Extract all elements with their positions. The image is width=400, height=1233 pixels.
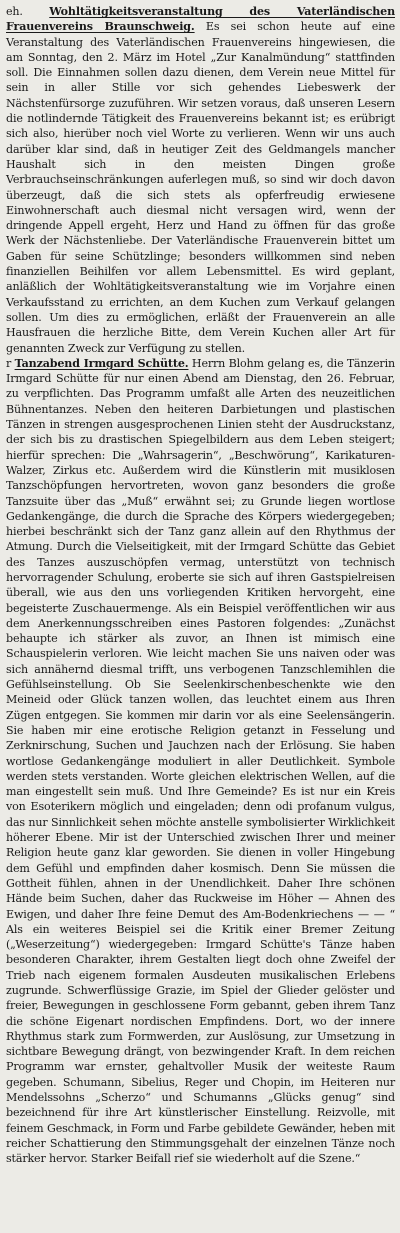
- article-dance-evening: [6, 356, 395, 1167]
- author-marker: eh.: [6, 5, 23, 18]
- article-paragraph: [6, 356, 395, 1167]
- author-marker: r: [6, 356, 12, 370]
- article-headline: Tanzabend Irmgard Schütte.: [14, 356, 189, 370]
- article-headline: Wohltätigkeitsveranstaltung des Vaterländischen Frauenvereins Braunschweig.: [6, 5, 395, 34]
- article-body: Herrn Blohm gelang es, die Tänzerin Irmgard Schütte für nur einen Abend am Dienstag, den 26. Februar, zu verpflichten. Das Programm umfaßt alle Arten des neuzeitlichen Bühnentanzes. Neben den heiteren Darbietungen und plastischen Tänzen in strengen ausgesprochenen Linien steht der Ausdruckstanz, der sich bis zu drastischen Spiegelbildern aus dem Leben steigert; hierfür sprechen: Die „Wahrsagerin“, „Beschwörung“, Karikaturen-Walzer, Zirkus etc. Außerdem wird die Künstlerin mit musiklosen Tanzschöpfungen hervortreten, wovon ganz besonders die große Tanzsuite über das „Muß“ erwähnt sei; zu Grunde liegen wortlose Gedankengänge, die durch die Sprache des Körpers wiedergegeben; hierbei beschränkt sich der Tanz ganz allein auf den Rhythmus der Atmung. Durch die Vielseitigkeit, mit der Irmgard Schütte das Gebiet des Tanzes auszuschöpfen vermag, unterstützt von technisch hervorragender Schulung, eroberte sie sich auf ihren Gastspielreisen überall, wie aus den uns vorliegenden Kritiken hervorgeht, eine begeisterte Zuschauermenge. Als ein Beispiel veröffentlichen wir aus dem Anerkennungsschreiben eines Pastoren folgendes: „Zunächst behaupte ich stärker als zuvor, an Ihnen ist mimisch eine Schauspielerin verloren. Wie leicht machen Sie uns naiven oder was sich annähernd diesmal trifft, uns verbogenen Tanzschlemihlen die Gefühlseinstellung. Ob Sie Seelenkirschenbeschenkte wie den Meineid oder Glück tanzen wollen, das leuchtet einem aus Ihren Zügen entgegen. Sie kommen mir darin vor als eine Seelensängerin. Sie haben mir eine erotische Religion getanzt in Fesselung und Zerknirschung, Suchen und Jauchzen nach der Erlösung. Sie haben wortlose Gedankengänge moduliert in aller Deutlichkeit. Symbole werden stets verstanden. Worte gleichen elektrischen Wellen, auf die man eingestellt sein muß. Und Ihre Gemeinde? Es ist nur ein Kreis von Esoterikern möglich und eingeladen; denn odi profanum vulgus, das nur Sinnlichkeit sehen möchte anstelle symbolisierter Wirklichkeit höherer Ebene. Mir ist der Unterschied zwischen Ihrer und meiner Religion heute ganz klar geworden. Sie dienen in voller Hingebung dem Gefühl und empfinden daher kosmisch. Denn Sie müssen die Gottheit fühlen, ahnen in der Unendlichkeit. Daher Ihre schönen Hände beim Suchen, daher das Ruckweise im Höher — Ahnen des Ewigen, und daher Ihre feine Demut des Am-Bodenkriechens — — “ Als ein weiteres Beispiel sei die Kritik einer Bremer Zeitung („Weserzeitung“) wiedergegeben: Irmgard Schütte's Tänze haben besonderen Charakter, ihrem Gestalten liegt doch ohne Zweifel der Trieb nach eigenem formalen Ausdeuten musikalischen Erlebens zugrunde. Schwerflüssige Grazie, im Spiel der Glieder gelöster und freier, Bewegungen in geschlossene Form gebannt, geben ihrem Tanz die schöne Eigenart nordischen Empfindens. Dort, wo der innere Rhythmus stark zum Formwerden, zur Auslösung, zur Umsetzung in sichtbare Bewegung drängt, von bezwingender Kraft. In dem reichen Programm war ernster, gehaltvoller Musik der weiteste Raum gegeben. Schumann, Sibelius, Reger und Chopin, im Heiteren nur Mendelssohns „Scherzo“ und Schumanns „Glücks genug“ sind bezeichnend für ihre Art künstlerischer Einstellung. Reizvolle, mit feinem Geschmack, in Form und Farbe gebildete Gewänder, heben mit reicher Schattierung den Stimmungsgehalt der einzelnen Tänze noch stärker hervor. Starker Beifall rief sie wiederholt auf die Szene.“: [6, 356, 395, 1166]
- article-body: Es sei schon heute auf eine Veranstaltung des Vaterländischen Frauenvereins hingewiesen, die am Sonntag, den 2. März im Hotel „Zur Kanalmündung“ stattfinden soll. Die Einnahmen sollen dazu dienen, dem Verein neue Mittel für sein in aller Stille vor sich gehendes Liebeswerk der Nächstenfürsorge zuzuführen. Wir setzen voraus, daß unseren Lesern die notlindernde Tätigkeit des Frauenvereins bekannt ist; es erübrigt sich also, hierüber noch viel Worte zu verlieren. Wenn wir uns auch darüber klar sind, daß in heutiger Zeit des Geldmangels mancher Haushalt sich in den meisten Dingen große Verbrauchseinschränkungen auferlegen muß, so sind wir doch davon überzeugt, daß die sich stets als opferfreudig erwiesene Einwohnerschaft auch diesmal nicht versagen wird, wenn der dringende Appell ergeht, Herz und Hand zu öffnen für das große Werk der Nächstenliebe. Der Vaterländische Frauenverein bittet um Gaben für seine Schützlinge; besonders willkommen sind neben finanziellen Beihilfen vor allem Lebensmittel. Es wird geplant, anläßlich der Wohltätigkeitsveranstaltung wie im Vorjahre einen Verkaufsstand zu errichten, an dem Kuchen zum Verkauf gelangen sollen. Um dies zu ermöglichen, erläßt der Frauenverein an alle Hausfrauen die herzliche Bitte, dem Verein Kuchen aller Art für genannten Zweck zur Verfügung zu stellen.: [6, 20, 396, 355]
- article-charity-event: [6, 4, 395, 356]
- article-paragraph: [6, 4, 395, 356]
